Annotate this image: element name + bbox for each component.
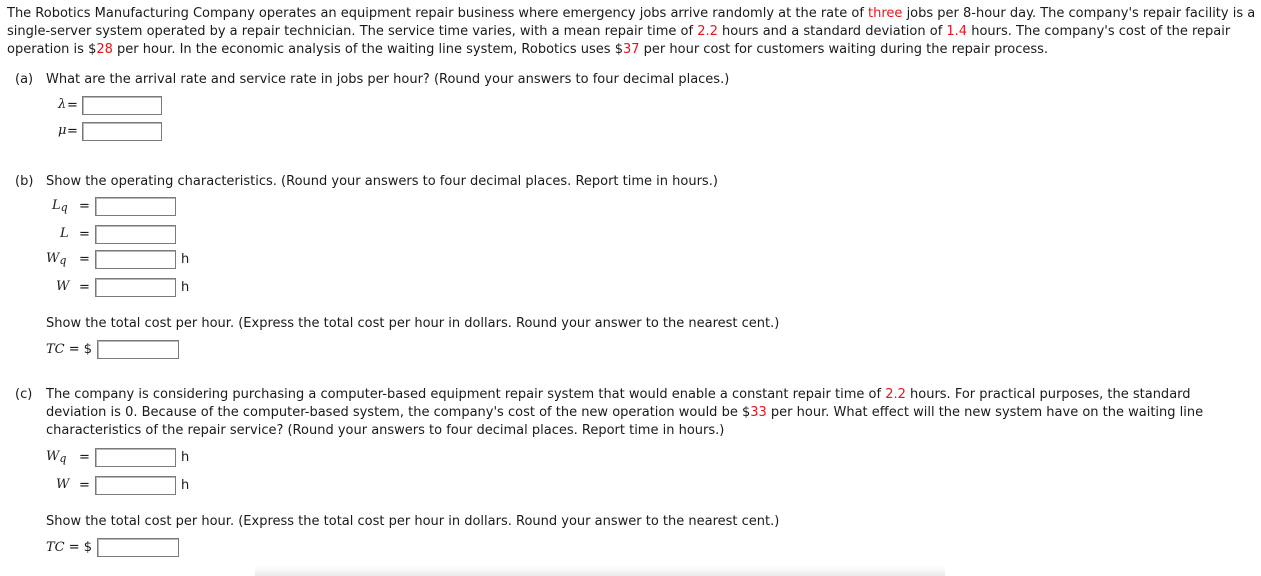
lq-label-sub: q (60, 201, 68, 214)
lq-input[interactable] (95, 197, 176, 216)
std-dev-value: 1.4 (946, 24, 968, 39)
part-c-text-2: hours. For practical purposes, the standard deviation is 0. Because of the computer-based system, the company's cost of the new operation would be $ (46, 387, 1191, 420)
wq-label-c-sub: q (59, 452, 67, 465)
part-c-tc-question: Show the total cost per hour. (Express the total cost per hour in dollars. Round your answer to the nearest cent.) (46, 514, 780, 529)
w-equals-c: = (79, 478, 90, 493)
w-input[interactable] (95, 278, 176, 297)
lambda-input[interactable] (82, 96, 162, 115)
new-cost-value: 33 (750, 405, 767, 420)
w-unit: h (181, 280, 190, 295)
part-c-letter: (c) (15, 387, 33, 402)
wq-label-c-main: W (46, 449, 60, 464)
intro-text-5: per hour. In the economic analysis of the waiting line system, Robotics uses $ (112, 42, 623, 57)
wq-input-c[interactable] (95, 448, 176, 467)
wq-label (46, 251, 66, 266)
intro-text-6: per hour cost for customers waiting during the repair process. (639, 42, 1049, 57)
part-a-letter: (a) (15, 72, 34, 87)
part-c-text-1: The company is considering purchasing a computer-based equipment repair system that would enable a constant repair time of (46, 387, 886, 402)
part-b-letter: (b) (15, 174, 34, 189)
part-b-tc-question: Show the total cost per hour. (Express the total cost per hour in dollars. Round your answer to the nearest cent.) (46, 316, 780, 331)
intro-text-4: hours. The company's cost of the repair operation is $ (7, 24, 1231, 57)
w-label: W (56, 279, 70, 294)
wq-label-main: W (46, 251, 60, 266)
intro-text-3: hours and a standard deviation of (717, 24, 947, 39)
l-equals: = (79, 227, 90, 242)
bottom-scroll-shadow (255, 566, 945, 576)
part-a-question: What are the arrival rate and service rate in jobs per hour? (Round your answers to four decimal places.) (46, 72, 730, 87)
mu-label: μ (58, 123, 67, 138)
arrivals-value: three (868, 6, 903, 21)
intro-text-2: jobs per 8-hour day. The company's repair facility is a single-server system operated by a repair technician. The service time varies, with a mean repair time of (7, 6, 1256, 39)
repair-time-value: 2.2 (885, 387, 906, 402)
lq-label (52, 198, 68, 213)
tc-equals-dollar-c: = $ (64, 540, 93, 555)
wait-cost-value: 37 (622, 42, 640, 57)
lq-label-main: L (52, 198, 61, 213)
mean-time-value: 2.2 (697, 24, 718, 39)
w-input-c[interactable] (95, 476, 176, 495)
wq-label-sub: q (59, 254, 67, 267)
wq-equals-c: = (79, 450, 90, 465)
l-input[interactable] (95, 225, 176, 244)
tc-label-c-main: TC (46, 540, 65, 555)
part-c-text-3: per hour. What effect will the new system have on the waiting line characteristics of the repair service? (Round your answers to four decimal places. Report time in hours.) (46, 405, 1204, 438)
tc-input-c[interactable] (97, 538, 179, 557)
tc-label-main: TC (46, 342, 65, 357)
wq-equals: = (79, 252, 90, 267)
w-unit-c: h (181, 478, 190, 493)
mu-equals: = (67, 124, 78, 139)
tc-input-b[interactable] (97, 340, 179, 359)
op-cost-value: 28 (96, 42, 113, 57)
l-label: L (60, 226, 69, 241)
w-label-c: W (56, 477, 70, 492)
part-c-tc-label (46, 539, 92, 557)
wq-input[interactable] (95, 250, 176, 269)
part-b-question: Show the operating characteristics. (Round your answers to four decimal places. Report time in hours.) (46, 174, 718, 189)
intro-text-1: The Robotics Manufacturing Company operates an equipment repair business where emergency jobs arrive randomly at the rate of (7, 6, 869, 21)
wq-label-c (46, 449, 66, 464)
mu-input[interactable] (82, 122, 162, 141)
wq-unit-c: h (181, 450, 190, 465)
lq-equals: = (79, 199, 90, 214)
tc-equals-dollar: = $ (64, 342, 93, 357)
part-b-tc-label (46, 341, 92, 359)
lambda-equals: = (67, 98, 78, 113)
w-equals: = (79, 280, 90, 295)
part-c-question (46, 386, 1251, 440)
wq-unit: h (181, 252, 190, 267)
lambda-label: λ (58, 97, 67, 112)
problem-statement (7, 5, 1257, 59)
